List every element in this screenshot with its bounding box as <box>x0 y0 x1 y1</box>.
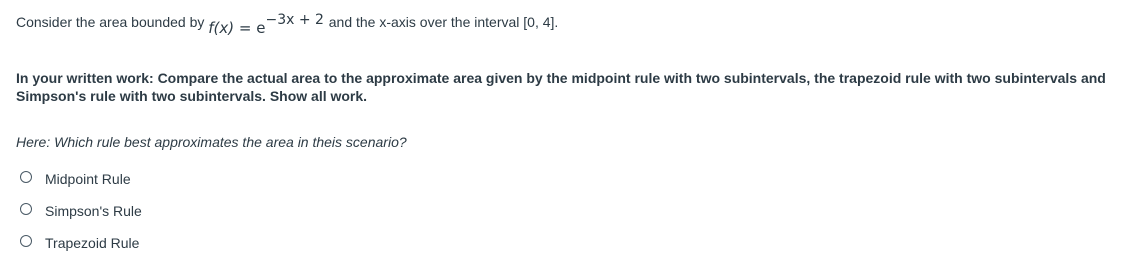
option-label[interactable]: Midpoint Rule <box>45 171 131 187</box>
instructions: In your written work: Compare the actual area to the approximate area given by the midpoint rule with two subintervals, the trapezoid rule with two subintervals and Simpson's rule with two subintervals. Show all work. <box>16 70 1106 104</box>
exponential-base: e <box>256 19 266 37</box>
question-suffix: and the x-axis over the interval [0, 4]. <box>328 14 559 30</box>
answer-options <box>20 163 142 259</box>
option-label[interactable]: Simpson's Rule <box>45 203 142 219</box>
radio-button[interactable] <box>20 203 32 215</box>
function-lhs: f(x) <box>208 19 235 37</box>
option-label[interactable]: Trapezoid Rule <box>45 235 140 251</box>
option-simpsons-rule[interactable] <box>20 195 142 227</box>
radio-button[interactable] <box>20 171 32 183</box>
question-prefix: Consider the area bounded by <box>16 14 205 30</box>
exponent: −3x + 2 <box>265 12 324 28</box>
answer-prompt: Here: Which rule best approximates the area in theis scenario? <box>16 134 407 150</box>
function-expression <box>208 12 329 37</box>
equals-sign: = <box>238 19 252 37</box>
option-trapezoid-rule[interactable] <box>20 227 142 259</box>
question-text <box>16 12 559 37</box>
option-midpoint-rule[interactable] <box>20 163 142 195</box>
radio-button[interactable] <box>20 235 32 247</box>
